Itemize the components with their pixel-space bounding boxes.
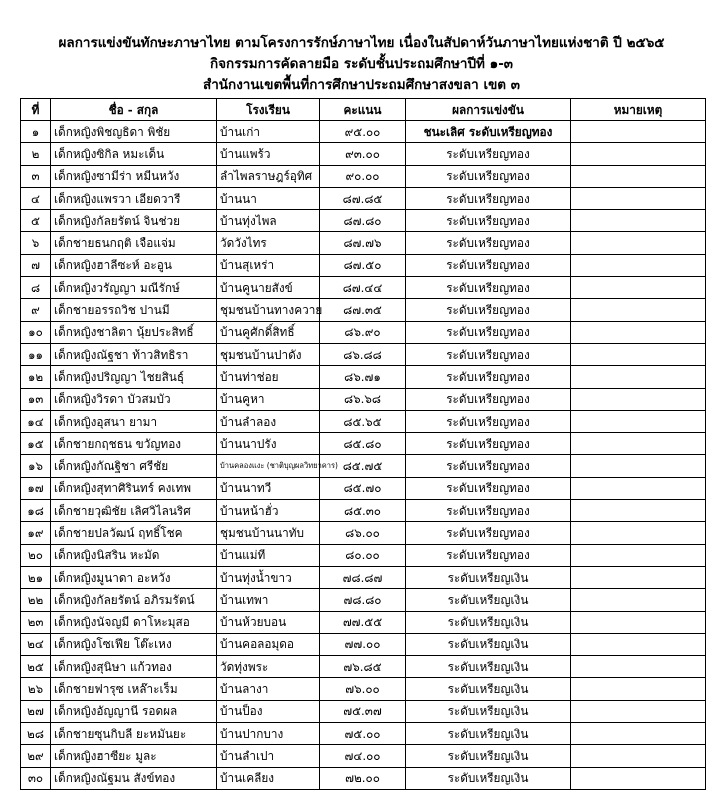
cell-name: เด็กหญิงฮาลีซะห์ อะอูน [51, 254, 217, 276]
table-row [21, 254, 706, 276]
cell-result: ระดับเหรียญทอง [406, 388, 571, 410]
cell-no: ๒๗ [21, 700, 51, 722]
cell-note [571, 277, 706, 299]
cell-note [571, 388, 706, 410]
cell-no: ๑๐ [21, 321, 51, 343]
table-row [21, 745, 706, 767]
cell-school: บ้านป็อง [217, 700, 320, 722]
cell-school: ชุมชนบ้านนาทับ [217, 522, 320, 544]
table-row [21, 566, 706, 588]
cell-score: ๘๖.๐๐ [320, 522, 406, 544]
cell-no: ๕ [21, 210, 51, 232]
cell-result: ระดับเหรียญทอง [406, 165, 571, 187]
table-row [21, 299, 706, 321]
cell-school: บ้านแพร้ว [217, 143, 320, 165]
table-row [21, 455, 706, 477]
cell-school: บ้านคลองแงะ (ชาติบุญผลวิทยาคาร) [217, 455, 320, 477]
table-row [21, 410, 706, 432]
cell-note [571, 477, 706, 499]
cell-result: ระดับเหรียญทอง [406, 143, 571, 165]
cell-score: ๘๗.๔๔ [320, 277, 406, 299]
cell-result: ระดับเหรียญเงิน [406, 611, 571, 633]
cell-note [571, 143, 706, 165]
cell-school: บ้านทุ่งไพล [217, 210, 320, 232]
cell-score: ๗๕.๓๗ [320, 700, 406, 722]
cell-score: ๗๖.๐๐ [320, 678, 406, 700]
cell-score: ๘๕.๓๐ [320, 500, 406, 522]
cell-note [571, 433, 706, 455]
cell-score: ๘๕.๗๕ [320, 455, 406, 477]
cell-name: เด็กหญิงอัญญานี รอดผล [51, 700, 217, 722]
cell-school: บ้านนาปรัง [217, 433, 320, 455]
header-name: ชื่อ - สกุล [51, 99, 217, 121]
cell-no: ๒๒ [21, 589, 51, 611]
cell-score: ๗๘.๘๗ [320, 566, 406, 588]
cell-note [571, 566, 706, 588]
cell-school: ชุมชนบ้านทางควาย [217, 299, 320, 321]
cell-result: ระดับเหรียญทอง [406, 410, 571, 432]
cell-note [571, 121, 706, 143]
cell-note [571, 589, 706, 611]
cell-note [571, 678, 706, 700]
cell-score: ๘๗.๘๐ [320, 210, 406, 232]
cell-school: วัดทุ่งพระ [217, 656, 320, 678]
cell-result: ระดับเหรียญเงิน [406, 767, 571, 789]
cell-no: ๒๓ [21, 611, 51, 633]
cell-score: ๘๕.๘๐ [320, 433, 406, 455]
cell-score: ๘๖.๖๘ [320, 388, 406, 410]
cell-note [571, 455, 706, 477]
table-row [21, 656, 706, 678]
cell-note [571, 366, 706, 388]
cell-result: ระดับเหรียญเงิน [406, 678, 571, 700]
cell-no: ๑ [21, 121, 51, 143]
cell-name: เด็กหญิงกัลยรัตน์ อภิรมรัตน์ [51, 589, 217, 611]
cell-no: ๑๒ [21, 366, 51, 388]
cell-school: บ้านคอลอมุดอ [217, 633, 320, 655]
cell-score: ๙๓.๐๐ [320, 143, 406, 165]
cell-score: ๘๐.๐๐ [320, 544, 406, 566]
table-row [21, 210, 706, 232]
cell-no: ๒ [21, 143, 51, 165]
cell-no: ๘ [21, 277, 51, 299]
cell-school: บ้านทุ่งน้ำขาว [217, 566, 320, 588]
table-row [21, 143, 706, 165]
cell-school: บ้านท่าช่อย [217, 366, 320, 388]
cell-no: ๒๘ [21, 723, 51, 745]
cell-note [571, 410, 706, 432]
cell-name: เด็กหญิงซิกิล หมะเด็น [51, 143, 217, 165]
cell-result: ระดับเหรียญทอง [406, 343, 571, 365]
cell-note [571, 767, 706, 789]
table-row [21, 321, 706, 343]
table-row [21, 187, 706, 209]
table-row [21, 433, 706, 455]
cell-name: เด็กหญิงณัฐมน สังข์ทอง [51, 767, 217, 789]
cell-result: ระดับเหรียญทอง [406, 500, 571, 522]
cell-score: ๘๕.๗๐ [320, 477, 406, 499]
cell-no: ๒๖ [21, 678, 51, 700]
cell-note [571, 343, 706, 365]
cell-result: ระดับเหรียญทอง [406, 299, 571, 321]
cell-score: ๗๗.๐๐ [320, 633, 406, 655]
cell-school: บ้านเก่า [217, 121, 320, 143]
cell-no: ๒๑ [21, 566, 51, 588]
cell-result: ระดับเหรียญทอง [406, 210, 571, 232]
cell-result: ระดับเหรียญทอง [406, 277, 571, 299]
cell-school: บ้านแม่ที [217, 544, 320, 566]
cell-note [571, 522, 706, 544]
cell-no: ๑๔ [21, 410, 51, 432]
cell-result: ระดับเหรียญทอง [406, 522, 571, 544]
table-row [21, 589, 706, 611]
cell-no: ๒๔ [21, 633, 51, 655]
table-row [21, 678, 706, 700]
cell-note [571, 232, 706, 254]
cell-school: บ้านสุเหร่า [217, 254, 320, 276]
cell-score: ๗๕.๐๐ [320, 723, 406, 745]
cell-result: ระดับเหรียญทอง [406, 321, 571, 343]
cell-name: เด็กหญิงแพรวา เอียดวารี [51, 187, 217, 209]
table-row [21, 611, 706, 633]
cell-school: บ้านคูนายสังข์ [217, 277, 320, 299]
cell-note [571, 299, 706, 321]
cell-result: ระดับเหรียญเงิน [406, 745, 571, 767]
table-body [21, 121, 706, 790]
cell-no: ๑๓ [21, 388, 51, 410]
cell-no: ๒๙ [21, 745, 51, 767]
cell-name: เด็กชายฟารุซ เหล๊าะเร็ม [51, 678, 217, 700]
cell-name: เด็กหญิงสุทาศิรินทร์ คงเทพ [51, 477, 217, 499]
cell-no: ๖ [21, 232, 51, 254]
cell-result: ระดับเหรียญทอง [406, 254, 571, 276]
cell-no: ๗ [21, 254, 51, 276]
cell-note [571, 611, 706, 633]
cell-no: ๙ [21, 299, 51, 321]
cell-school: ชุมชนบ้านปาดัง [217, 343, 320, 365]
cell-note [571, 544, 706, 566]
cell-note [571, 656, 706, 678]
cell-score: ๙๐.๐๐ [320, 165, 406, 187]
cell-result: ระดับเหรียญทอง [406, 455, 571, 477]
cell-school: บ้านเคลียง [217, 767, 320, 789]
cell-no: ๑๑ [21, 343, 51, 365]
cell-result: ระดับเหรียญทอง [406, 366, 571, 388]
table-row [21, 633, 706, 655]
cell-score: ๘๖.๙๐ [320, 321, 406, 343]
cell-name: เด็กหญิงวิรดา บัวสมบัว [51, 388, 217, 410]
header-result: ผลการแข่งขัน [406, 99, 571, 121]
header-score: คะแนน [320, 99, 406, 121]
cell-no: ๑๘ [21, 500, 51, 522]
table-row [21, 165, 706, 187]
cell-score: ๗๔.๐๐ [320, 745, 406, 767]
table-row [21, 723, 706, 745]
cell-score: ๘๗.๗๖ [320, 232, 406, 254]
cell-name: เด็กหญิงมูนาดา อะหวัง [51, 566, 217, 588]
cell-school: บ้านลางา [217, 678, 320, 700]
cell-school: บ้านหน้าฮั่ว [217, 500, 320, 522]
header-note: หมายเหตุ [571, 99, 706, 121]
cell-school: บ้านห้วยบอน [217, 611, 320, 633]
cell-name: เด็กหญิงโซเฟีย โต๊ะเหง [51, 633, 217, 655]
cell-name: เด็กชายวุฒิชัย เลิศวิไลนริศ [51, 500, 217, 522]
cell-school: บ้านคูศักดิ์สิทธิ์ [217, 321, 320, 343]
table-row [21, 544, 706, 566]
cell-note [571, 165, 706, 187]
cell-name: เด็กหญิงชาลิตา นุ้ยประสิทธิ์ [51, 321, 217, 343]
cell-name: เด็กหญิงกัลยรัตน์ จินช่วย [51, 210, 217, 232]
table-row [21, 522, 706, 544]
cell-name: เด็กหญิงกัณฐิชา ศรีชัย [51, 455, 217, 477]
cell-result: ระดับเหรียญเงิน [406, 723, 571, 745]
header-no: ที่ [21, 99, 51, 121]
cell-result: ระดับเหรียญเงิน [406, 700, 571, 722]
cell-note [571, 500, 706, 522]
cell-no: ๓ [21, 165, 51, 187]
cell-result: ระดับเหรียญทอง [406, 477, 571, 499]
cell-name: เด็กหญิงสุนิษา แก้วทอง [51, 656, 217, 678]
cell-name: เด็กหญิงฮาซียะ มูละ [51, 745, 217, 767]
cell-note [571, 700, 706, 722]
cell-school: บ้านนา [217, 187, 320, 209]
cell-name: เด็กหญิงวรัญญา มณีรักษ์ [51, 277, 217, 299]
cell-score: ๘๗.๕๐ [320, 254, 406, 276]
cell-school: บ้านนาทวี [217, 477, 320, 499]
cell-school: บ้านเทพา [217, 589, 320, 611]
cell-score: ๙๕.๐๐ [320, 121, 406, 143]
cell-score: ๘๗.๘๕ [320, 187, 406, 209]
cell-note [571, 745, 706, 767]
cell-name: เด็กชายซุนกิบลี ยะหมันยะ [51, 723, 217, 745]
cell-result: ระดับเหรียญเงิน [406, 566, 571, 588]
cell-result: ระดับเหรียญทอง [406, 187, 571, 209]
table-row [21, 366, 706, 388]
cell-no: ๔ [21, 187, 51, 209]
title-line-2: กิจกรรมการคัดลายมือ ระดับชั้นประถมศึกษาปีที่ ๑-๓ [209, 56, 514, 72]
cell-name: เด็กชายปลวัฒน์ ฤทธิ์โชค [51, 522, 217, 544]
cell-name: เด็กหญิงนัจญมี ดาโหะมุสอ [51, 611, 217, 633]
header-school: โรงเรียน [217, 99, 320, 121]
cell-name: เด็กชายกฤชธน ขวัญทอง [51, 433, 217, 455]
cell-note [571, 210, 706, 232]
cell-result: ระดับเหรียญทอง [406, 232, 571, 254]
cell-no: ๑๖ [21, 455, 51, 477]
table-row [21, 121, 706, 143]
cell-note [571, 254, 706, 276]
cell-result: ระดับเหรียญทอง [406, 433, 571, 455]
cell-no: ๑๕ [21, 433, 51, 455]
cell-no: ๒๐ [21, 544, 51, 566]
cell-no: ๑๗ [21, 477, 51, 499]
cell-result: ระดับเหรียญเงิน [406, 589, 571, 611]
cell-name: เด็กหญิงนิสริน หะมัด [51, 544, 217, 566]
cell-result: ระดับเหรียญเงิน [406, 633, 571, 655]
cell-name: เด็กหญิงณัฐชา ท้าวสิทธิรา [51, 343, 217, 365]
cell-note [571, 187, 706, 209]
cell-no: ๑๙ [21, 522, 51, 544]
table-row [21, 767, 706, 789]
cell-score: ๘๕.๖๕ [320, 410, 406, 432]
document-header [0, 33, 723, 96]
cell-school: วัดวังไทร [217, 232, 320, 254]
table-row [21, 388, 706, 410]
cell-school: บ้านคูหา [217, 388, 320, 410]
table-row [21, 500, 706, 522]
cell-school: บ้านปากบาง [217, 723, 320, 745]
cell-note [571, 633, 706, 655]
cell-score: ๘๖.๘๘ [320, 343, 406, 365]
cell-name: เด็กชายอรรถวิช ปานมี [51, 299, 217, 321]
cell-school: บ้านลำลอง [217, 410, 320, 432]
table-row [21, 343, 706, 365]
cell-name: เด็กหญิงปริญญา ไชยสินธุ์ [51, 366, 217, 388]
table-header-row [21, 99, 706, 121]
cell-no: ๓๐ [21, 767, 51, 789]
cell-score: ๘๗.๓๕ [320, 299, 406, 321]
cell-score: ๘๖.๗๑ [320, 366, 406, 388]
cell-name: เด็กหญิงพิชญธิดา พิชัย [51, 121, 217, 143]
cell-no: ๒๕ [21, 656, 51, 678]
title-line-3: สำนักงานเขตพื้นที่การศึกษาประถมศึกษาสงขลา เขต ๓ [202, 77, 520, 93]
table-row [21, 232, 706, 254]
table-row [21, 700, 706, 722]
cell-score: ๗๘.๘๐ [320, 589, 406, 611]
cell-name: เด็กหญิงอุสนา ยามา [51, 410, 217, 432]
cell-note [571, 723, 706, 745]
cell-score: ๗๒.๐๐ [320, 767, 406, 789]
cell-note [571, 321, 706, 343]
cell-score: ๗๖.๘๕ [320, 656, 406, 678]
cell-name: เด็กหญิงซามีร่า หมีนหวัง [51, 165, 217, 187]
cell-result: ระดับเหรียญทอง [406, 544, 571, 566]
cell-school: ลำไพลราษฎร์อุทิศ [217, 165, 320, 187]
cell-score: ๗๗.๕๕ [320, 611, 406, 633]
cell-result: ระดับเหรียญเงิน [406, 656, 571, 678]
table-row [21, 277, 706, 299]
cell-result: ชนะเลิศ ระดับเหรียญทอง [406, 121, 571, 143]
cell-school: บ้านลำเปา [217, 745, 320, 767]
results-table [20, 98, 706, 790]
cell-name: เด็กชายธนกฤติ เจือแจ่ม [51, 232, 217, 254]
table-row [21, 477, 706, 499]
title-line-1: ผลการแข่งขันทักษะภาษาไทย ตามโครงการรักษ์ภาษาไทย เนื่องในสัปดาห์วันภาษาไทยแห่งชาติ ปี ๒๕๖๕ [58, 35, 665, 51]
